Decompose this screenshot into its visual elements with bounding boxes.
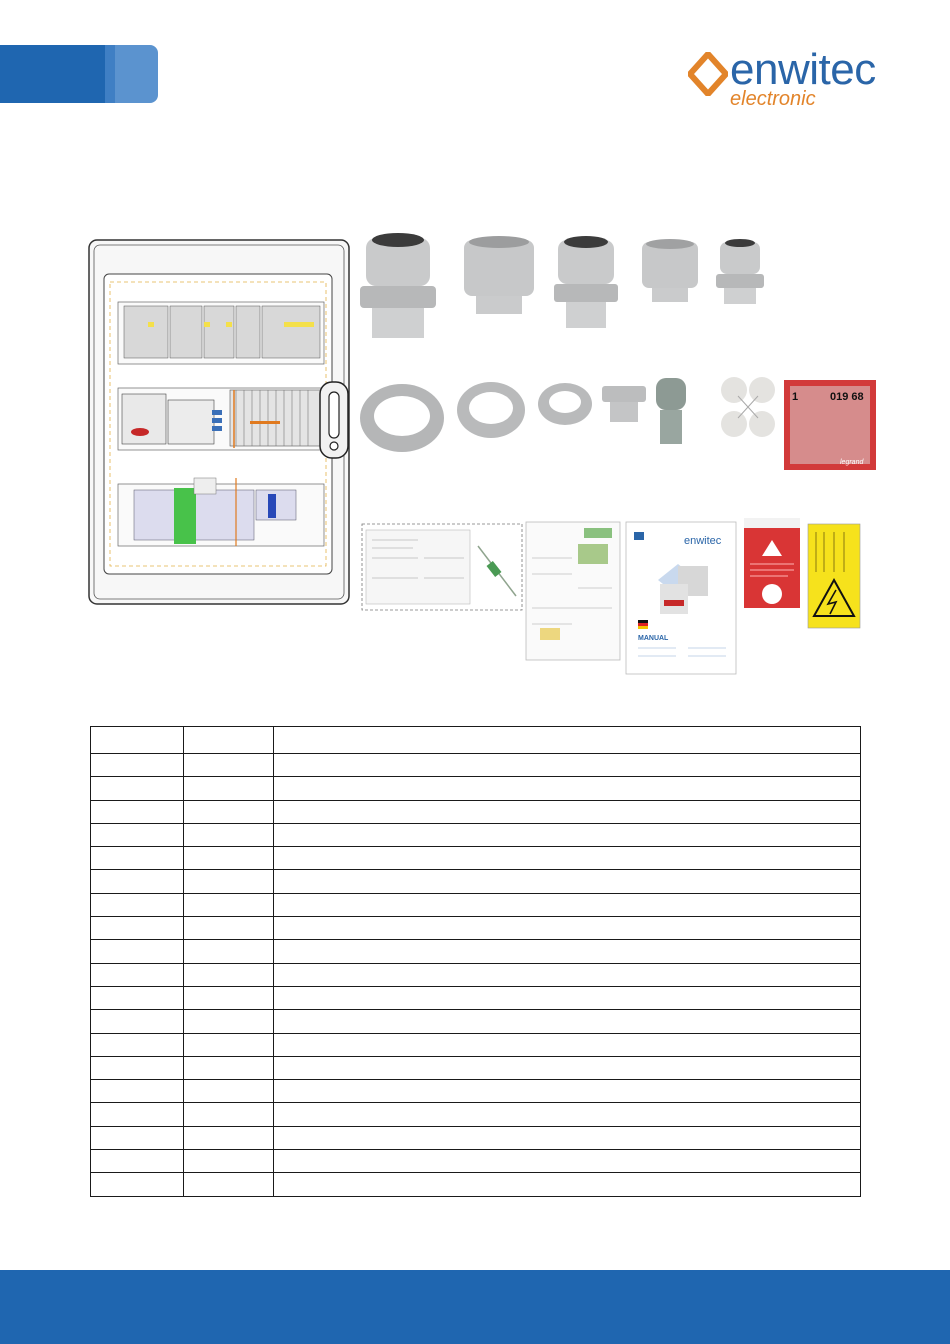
table-cell <box>274 986 861 1009</box>
table-cell <box>184 823 274 846</box>
warning-sticker-yellow <box>808 524 860 628</box>
table-cell <box>184 986 274 1009</box>
table-row <box>91 1033 861 1056</box>
header-tab-dark <box>0 45 115 103</box>
distribution-cabinet-drawing <box>88 238 352 606</box>
brand-logo <box>688 44 918 114</box>
table-cell <box>184 1126 274 1149</box>
table-cell <box>91 1150 184 1173</box>
hex-plug <box>602 386 646 422</box>
table-row <box>91 823 861 846</box>
sealing-inserts <box>721 377 775 437</box>
table-cell <box>91 847 184 870</box>
table-cell <box>91 1056 184 1079</box>
table-cell <box>274 940 861 963</box>
table-row <box>91 917 861 940</box>
footer-bar <box>0 1270 950 1344</box>
table-cell <box>184 917 274 940</box>
table-cell <box>91 986 184 1009</box>
table-cell <box>91 940 184 963</box>
parts-table <box>90 726 861 1197</box>
table-row <box>91 754 861 777</box>
table-cell <box>91 1103 184 1126</box>
lock-nut-medium <box>457 382 525 438</box>
cable-gland-large <box>360 233 436 338</box>
table-cell <box>274 1056 861 1079</box>
warning-sticker-red <box>744 518 800 608</box>
table-cell <box>274 777 861 800</box>
brand-name: enwitec <box>730 45 876 94</box>
table-cell <box>184 1010 274 1033</box>
table-row <box>91 1056 861 1079</box>
table-row <box>91 1173 861 1196</box>
table-cell <box>184 777 274 800</box>
table-cell <box>91 1033 184 1056</box>
table-cell <box>184 870 274 893</box>
table-row <box>91 940 861 963</box>
table-cell <box>91 917 184 940</box>
header-cell <box>91 727 184 754</box>
table-cell <box>91 870 184 893</box>
table-cell <box>91 893 184 916</box>
lock-nut-large <box>360 384 444 452</box>
table-row <box>91 847 861 870</box>
table-cell <box>184 1033 274 1056</box>
cable-gland-small <box>716 239 764 304</box>
label-card <box>784 380 876 470</box>
table-cell <box>91 800 184 823</box>
table-cell <box>274 870 861 893</box>
accessory-photographs <box>358 228 888 688</box>
table-row <box>91 893 861 916</box>
manual <box>626 522 736 674</box>
table-cell <box>91 1010 184 1033</box>
table-cell <box>274 963 861 986</box>
table-cell <box>274 1010 861 1033</box>
table-cell <box>184 754 274 777</box>
label-card-line1: 1 <box>792 391 799 403</box>
table-cell <box>91 1173 184 1196</box>
header-cell <box>184 727 274 754</box>
table-row <box>91 986 861 1009</box>
table-row <box>91 800 861 823</box>
table-row <box>91 1150 861 1173</box>
table-row <box>91 870 861 893</box>
table-cell <box>184 1103 274 1126</box>
header-tab-light <box>105 45 158 103</box>
table-cell <box>274 1080 861 1103</box>
table-cell <box>184 1173 274 1196</box>
table-cell <box>274 917 861 940</box>
table-cell <box>184 1150 274 1173</box>
table-cell <box>91 823 184 846</box>
brand-subtitle: electronic <box>730 88 816 110</box>
table-cell <box>274 1126 861 1149</box>
header-cell <box>274 727 861 754</box>
vent-plug <box>656 378 686 444</box>
table-cell <box>274 1033 861 1056</box>
table-row <box>91 1010 861 1033</box>
table-cell <box>274 754 861 777</box>
table-row <box>91 1103 861 1126</box>
label-card-brand: legrand <box>840 459 864 466</box>
table-cell <box>91 1126 184 1149</box>
table-cell <box>274 823 861 846</box>
table-row <box>91 1080 861 1103</box>
table-cell <box>274 893 861 916</box>
manual-title: MANUAL <box>638 635 669 642</box>
datasheet <box>526 522 620 660</box>
table-cell <box>274 847 861 870</box>
table-cell <box>184 800 274 823</box>
table-cell <box>184 940 274 963</box>
logo-diamond-icon <box>688 52 728 96</box>
table-cell <box>91 1080 184 1103</box>
reducer-medium <box>642 239 698 302</box>
table-cell <box>184 1056 274 1079</box>
table-cell <box>274 1173 861 1196</box>
table-row <box>91 1126 861 1149</box>
table-cell <box>91 963 184 986</box>
table-header-row <box>91 727 861 754</box>
instruction-sheet-with-resistor <box>362 524 522 610</box>
lock-nut-small <box>538 383 592 425</box>
table-cell <box>91 777 184 800</box>
reducer-large <box>464 236 534 314</box>
table-cell <box>184 893 274 916</box>
label-card-number: 019 68 <box>830 391 864 403</box>
cable-gland-medium <box>554 236 618 328</box>
manual-brand: enwitec <box>684 535 722 547</box>
table-cell <box>274 1150 861 1173</box>
table-cell <box>184 1080 274 1103</box>
table-cell <box>274 800 861 823</box>
table-cell <box>184 847 274 870</box>
table-cell <box>274 1103 861 1126</box>
table-row <box>91 777 861 800</box>
table-row <box>91 963 861 986</box>
table-cell <box>91 754 184 777</box>
table-cell <box>184 963 274 986</box>
